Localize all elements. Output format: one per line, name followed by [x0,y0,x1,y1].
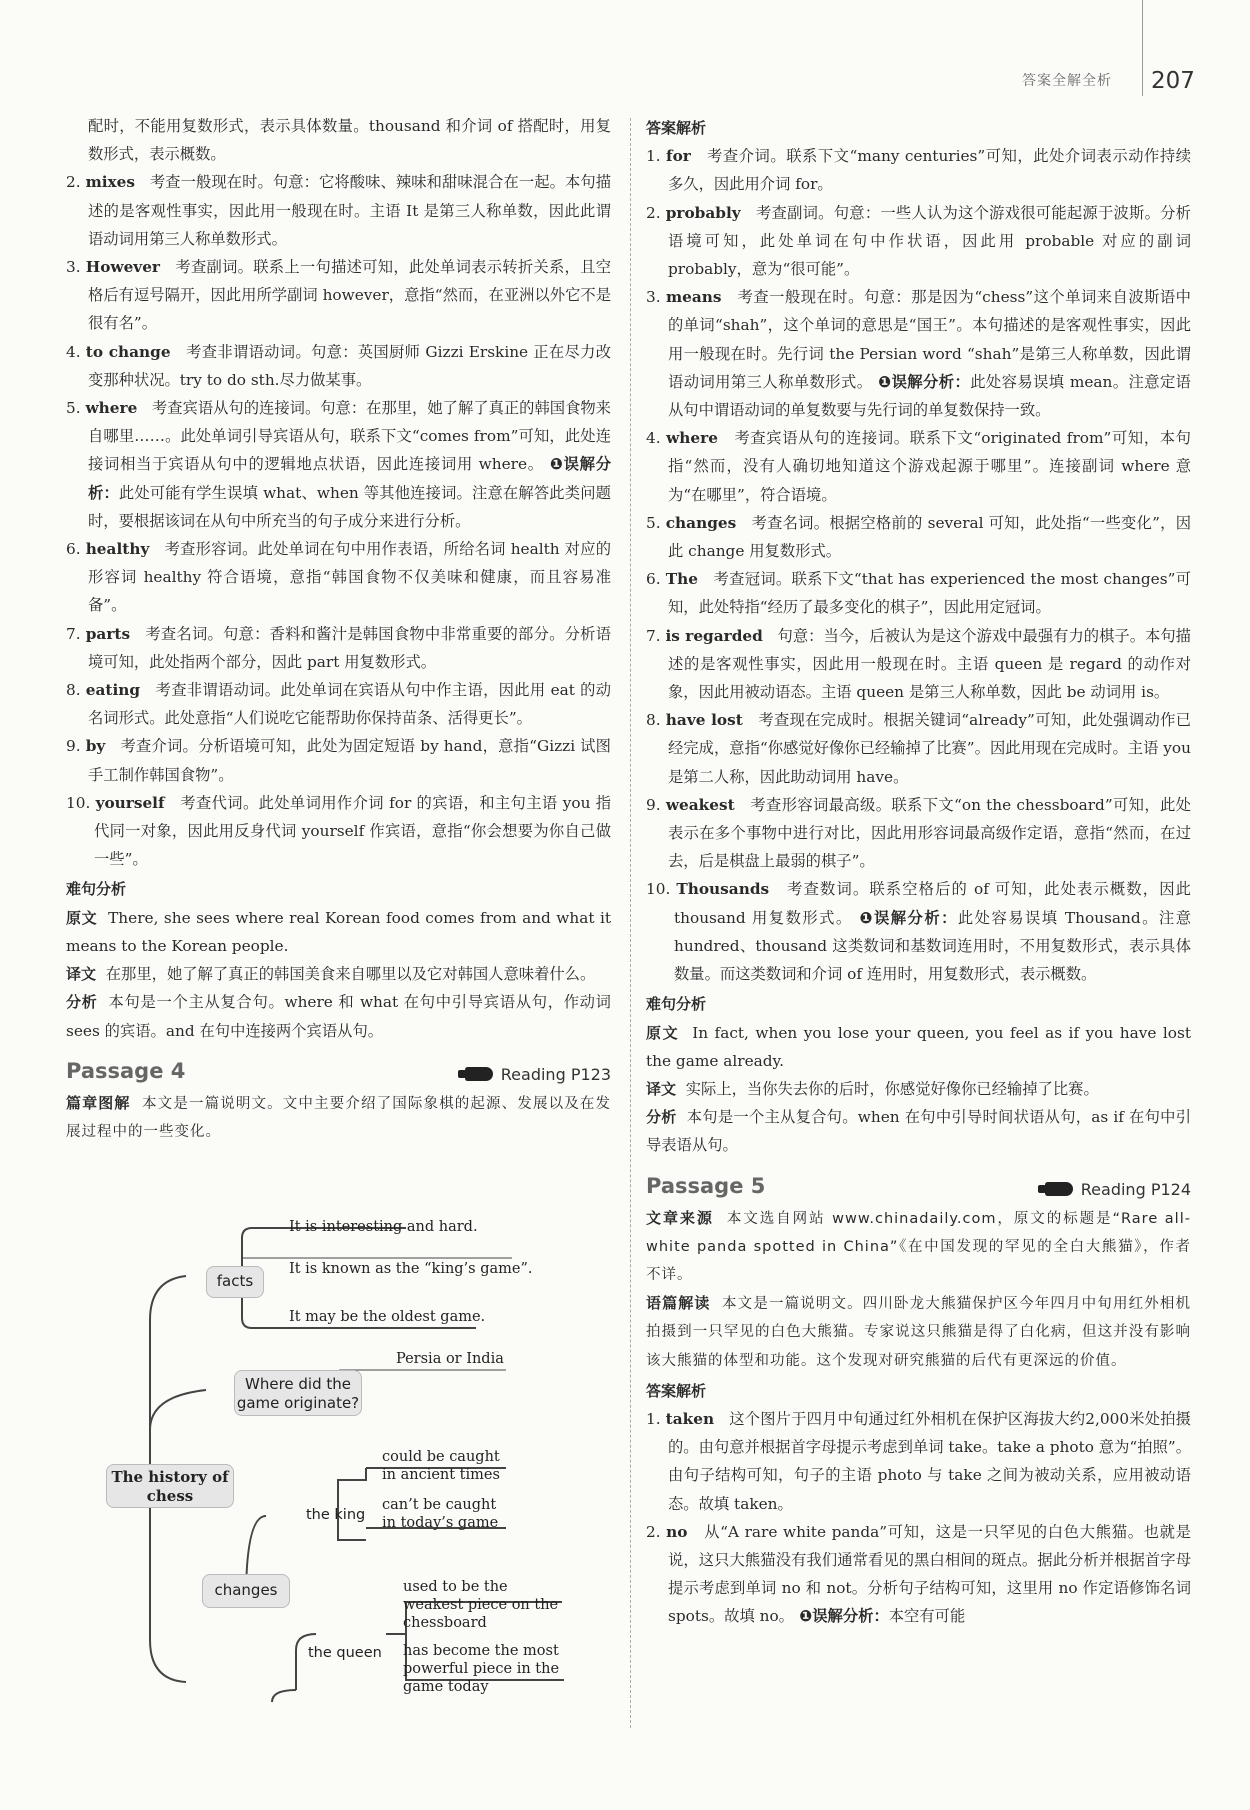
warning-label: ❶误解分析： [872,372,971,391]
mindmap-origin-node: Where did the game originate? [234,1370,362,1416]
fact-3: It may be the oldest game. [289,1309,486,1325]
answer-item: 10. Thousands 考查数词。联系空格后的 of 可知，此处表示概数，因此 thousand 用复数形式。 ❶误解分析：此处容易误填 Thousand。注意 hundred、thousand 这类数词和基数词连用时，不用复数形式，表示具体数量。而这类数词和介词 of 连用时，用复数形式，表示概数。 [646,880,1191,984]
answer-item: 3. means 考查一般现在时。句意：那是因为“chess”这个单词来自波斯语中的单词“shah”，这个单词的意思是“国王”。本句描述的是客观性事实，因此用一般现在时。先行词 the Persian word “shah”是第三人称单数，因此谓语动词用第三人称单数形式。 ❶误解分析：此处容易误填 mean。注意定语从句中谓语动词的单复数要与先行词的单复数保持一致。 [646,288,1191,420]
passage-title: Passage 5 [646,1173,766,1198]
queen-branch: the queen [308,1645,382,1661]
analysis: 分析 本句是一个主从复合句。when 在句中引导时间状语从句，as if 在句中引导表语从句。 [646,1108,1191,1155]
analysis: 分析 本句是一个主从复合句。where 和 what 在句中引导宾语从句，作动词 sees 的宾语。and 在句中连接两个宾语从句。 [66,993,611,1040]
column-divider [630,118,631,1728]
right-column [646,112,1191,1631]
passage-4-header [66,1055,611,1089]
answer-item: 8. eating 考查非谓语动词。此处单词在宾语从句中作主语，因此用 eat 的动名词形式。此处意指“人们说吃它能帮助你保持苗条、活得更长”。 [66,681,611,728]
header-divider [1142,0,1143,96]
king-detail-1: could be caught in ancient times [382,1449,500,1483]
translation: 译文 在那里，她了解了真正的韩国美食来自哪里以及它对韩国人意味着什么。 [66,965,596,984]
answer-item: 5. where 考查宾语从句的连接词。句意：在那里，她了解了真正的韩国食物来自哪里……。此处单词引导宾语从句，联系下文“comes from”可知，此处连接词相当于宾语从句中的逻辑地点状语，因此连接词用 where。 ❶误解分析：此处可能有学生误填 what、when 等其他连接词。注意在解答此类问题时，要根据该词在从句中所充当的句子成分来进行分析。 [66,399,611,530]
passage-title: Passage 4 [66,1058,186,1083]
warning-label: ❶误解分析： [793,1607,889,1626]
answer-heading: 答案解析 [646,119,707,137]
answer-item: 4. to change 考查非谓语动词。句意：英国厨师 Gizzi Erskine 正在尽力改变那种状况。try to do sth.尽力做某事。 [66,342,612,389]
left-column [66,112,611,1146]
answer-item: 2. no 从“A rare white panda”可知，这是一只罕见的白色大熊猫。也就是说，这只大熊猫没有我们通常看见的黑白相间的斑点。据此分析并根据首字母提示考虑到单词 no 和 not。分析句子结构可知，这里用 no 作定语修饰名词 spots。故填 no。 ❶误解分析：本空有可能 [646,1522,1191,1626]
answer-item: 4. where 考查宾语从句的连接词。联系下文“originated from”可知，本句指“然而，没有人确切地知道这个游戏起源于哪里”。连接副词 where 意为“在哪里”，符合语境。 [646,429,1191,504]
fact-1: It is interesting and hard. [289,1219,478,1235]
fact-2: It is known as the “king’s game”. [289,1261,533,1277]
answer-item: 1. for 考查介词。联系下文“many centuries”可知，此处介词表示动作持续多久，因此用介词 for。 [646,147,1191,194]
queen-detail-1: used to be the weakest piece on the chessboard [403,1579,559,1631]
warning-label: ❶误解分析： [852,908,958,927]
original-sentence: 原文 In fact, when you lose your queen, you feel as if you have lost the game already. [646,1023,1191,1070]
queen-detail-2: has become the most powerful piece in the game today [403,1643,560,1695]
answer-heading: 答案解析 [646,1381,707,1400]
answer-item: 1. taken 这个图片于四月中旬通过红外相机在保护区海拔大约2,000米处拍摄的。由句意并根据首字母提示考虑到单词 take。take a photo 意为“拍照”。由句子结构可知，句子的主语 photo 与 take 之间为被动关系，应用被动语态。故填 taken。 [646,1409,1191,1513]
origin-answer: Persia or India [396,1351,504,1367]
answer-item: 7. is regarded 句意：当今，后被认为是这个游戏中最强有力的棋子。本句描述的是客观性事实，因此用一般现在时。主语 queen 是 regard 的动作对象，因此用被动语态。主语 queen 是第三人称单数，因此 be 动词用 is。 [646,626,1191,702]
reading-reference: Reading P123 [465,1061,611,1089]
translation: 译文 实际上，当你失去你的后时，你感觉好像你已经输掉了比赛。 [646,1079,1099,1098]
answer-item: 2. probably 考查副词。句意：一些人认为这个游戏很可能起源于波斯。分析语境可知，此处单词在句中作状语，因此用 probable 对应的副词 probably，意为“很可能”。 [646,203,1191,279]
original-sentence: 原文 There, she sees where real Korean food comes from and what it means to the Korean people. [66,908,611,955]
chess-history-mindmap [66,1210,611,1730]
passage-5-header [646,1170,1191,1204]
answer-item: 9. weakest 考查形容词最高级。联系下文“on the chessboard”可知，此处表示在多个事物中进行对比，因此用形容词最高级作定语，意指“然而，在过去，后是棋盘上最弱的棋子”。 [646,795,1191,871]
answer-item: 10. yourself 考查代词。此处单词用作介词 for 的宾语，和主句主语 you 指代同一对象，因此用反身代词 yourself 作宾语，意指“你会想要为你自己做一些”。 [66,793,611,869]
reading-reference: Reading P124 [1045,1176,1191,1204]
passage-summary: 篇章图解 本文是一篇说明文。文中主要介绍了国际象棋的起源、发展以及在发展过程中的一些变化。 [66,1093,611,1140]
intro-text: 配时，不能用复数形式，表示具体数量。thousand 和介词 of 搭配时，用复数形式，表示概数。 [88,117,611,164]
answer-item: 6. healthy 考查形容词。此处单词在句中用作表语，所给名词 health 对应的形容词 healthy 符合语境，意指“韩国食物不仅美味和健康，而且容易准备”。 [66,540,611,615]
mindmap-changes-node: changes [202,1574,290,1608]
answer-item: 2. mixes 考查一般现在时。句意：它将酸味、辣味和甜味混合在一起。本句描述的是客观性事实，因此用一般现在时。主语 It 是第三人称单数，因此此谓语动词用第三人称单数形式。 [66,173,611,248]
passage-reading: 语篇解读 本文是一篇说明文。四川卧龙大熊猫保护区今年四月中旬用红外相机拍摄到一只罕见的白色大熊猫。专家说这只熊猫是得了白化病，但这并没有影响该大熊猫的体型和功能。这个发现对研究熊猫的后代有更深远的价值。 [646,1294,1191,1369]
difficult-sentence-heading: 难句分析 [66,880,127,899]
answer-item: 5. changes 考查名词。根据空格前的 several 可知，此处指“一些变化”，因此 change 用复数形式。 [646,513,1191,561]
answer-item: 9. by 考查介词。分析语境可知，此处为固定短语 by hand，意指“Gizzi 试图手工制作韩国食物”。 [66,737,611,784]
mindmap-root: The history of chess [106,1464,234,1508]
answer-item: 3. However 考查副词。联系上一句描述可知，此处单词表示转折关系，且空格后有逗号隔开，因此用所学副词 however，意指“然而，在亚洲以外它不是很有名”。 [66,258,611,333]
header-label: 答案全解全析 [1022,73,1112,89]
pointing-hand-icon [465,1067,493,1081]
answer-item: 8. have lost 考查现在完成时。根据关键词“already”可知，此处强调动作已经完成，意指“你感觉好像你已经输掉了比赛”。因此用现在完成时。主语 you 是第二人称，因此助动词用 have。 [646,711,1192,786]
king-detail-2: can’t be caught in today’s game [382,1497,499,1531]
answer-item: 6. The 考查冠词。联系下文“that has experienced the most changes”可知，此处特指“经历了最多变化的棋子”，因此用定冠词。 [646,570,1191,617]
difficult-sentence-heading: 难句分析 [646,995,707,1014]
warning-label: ❶误解分析： [88,455,611,502]
answer-item: 7. parts 考查名词。句意：香料和酱汁是韩国食物中非常重要的部分。分析语境可知，此处指两个部分，因此 part 用复数形式。 [66,624,611,671]
king-branch: the king [306,1507,366,1523]
article-source: 文章来源 本文选自网站 www.chinadaily.com，原文的标题是“Rare all-white panda spotted in China”《在中国发现的罕见的全白大熊猫》，作者不详。 [646,1208,1191,1283]
pointing-hand-icon [1045,1182,1073,1196]
page-number: 207 [1151,68,1195,94]
mindmap-facts-node: facts [206,1266,264,1298]
page-header [0,0,1250,100]
